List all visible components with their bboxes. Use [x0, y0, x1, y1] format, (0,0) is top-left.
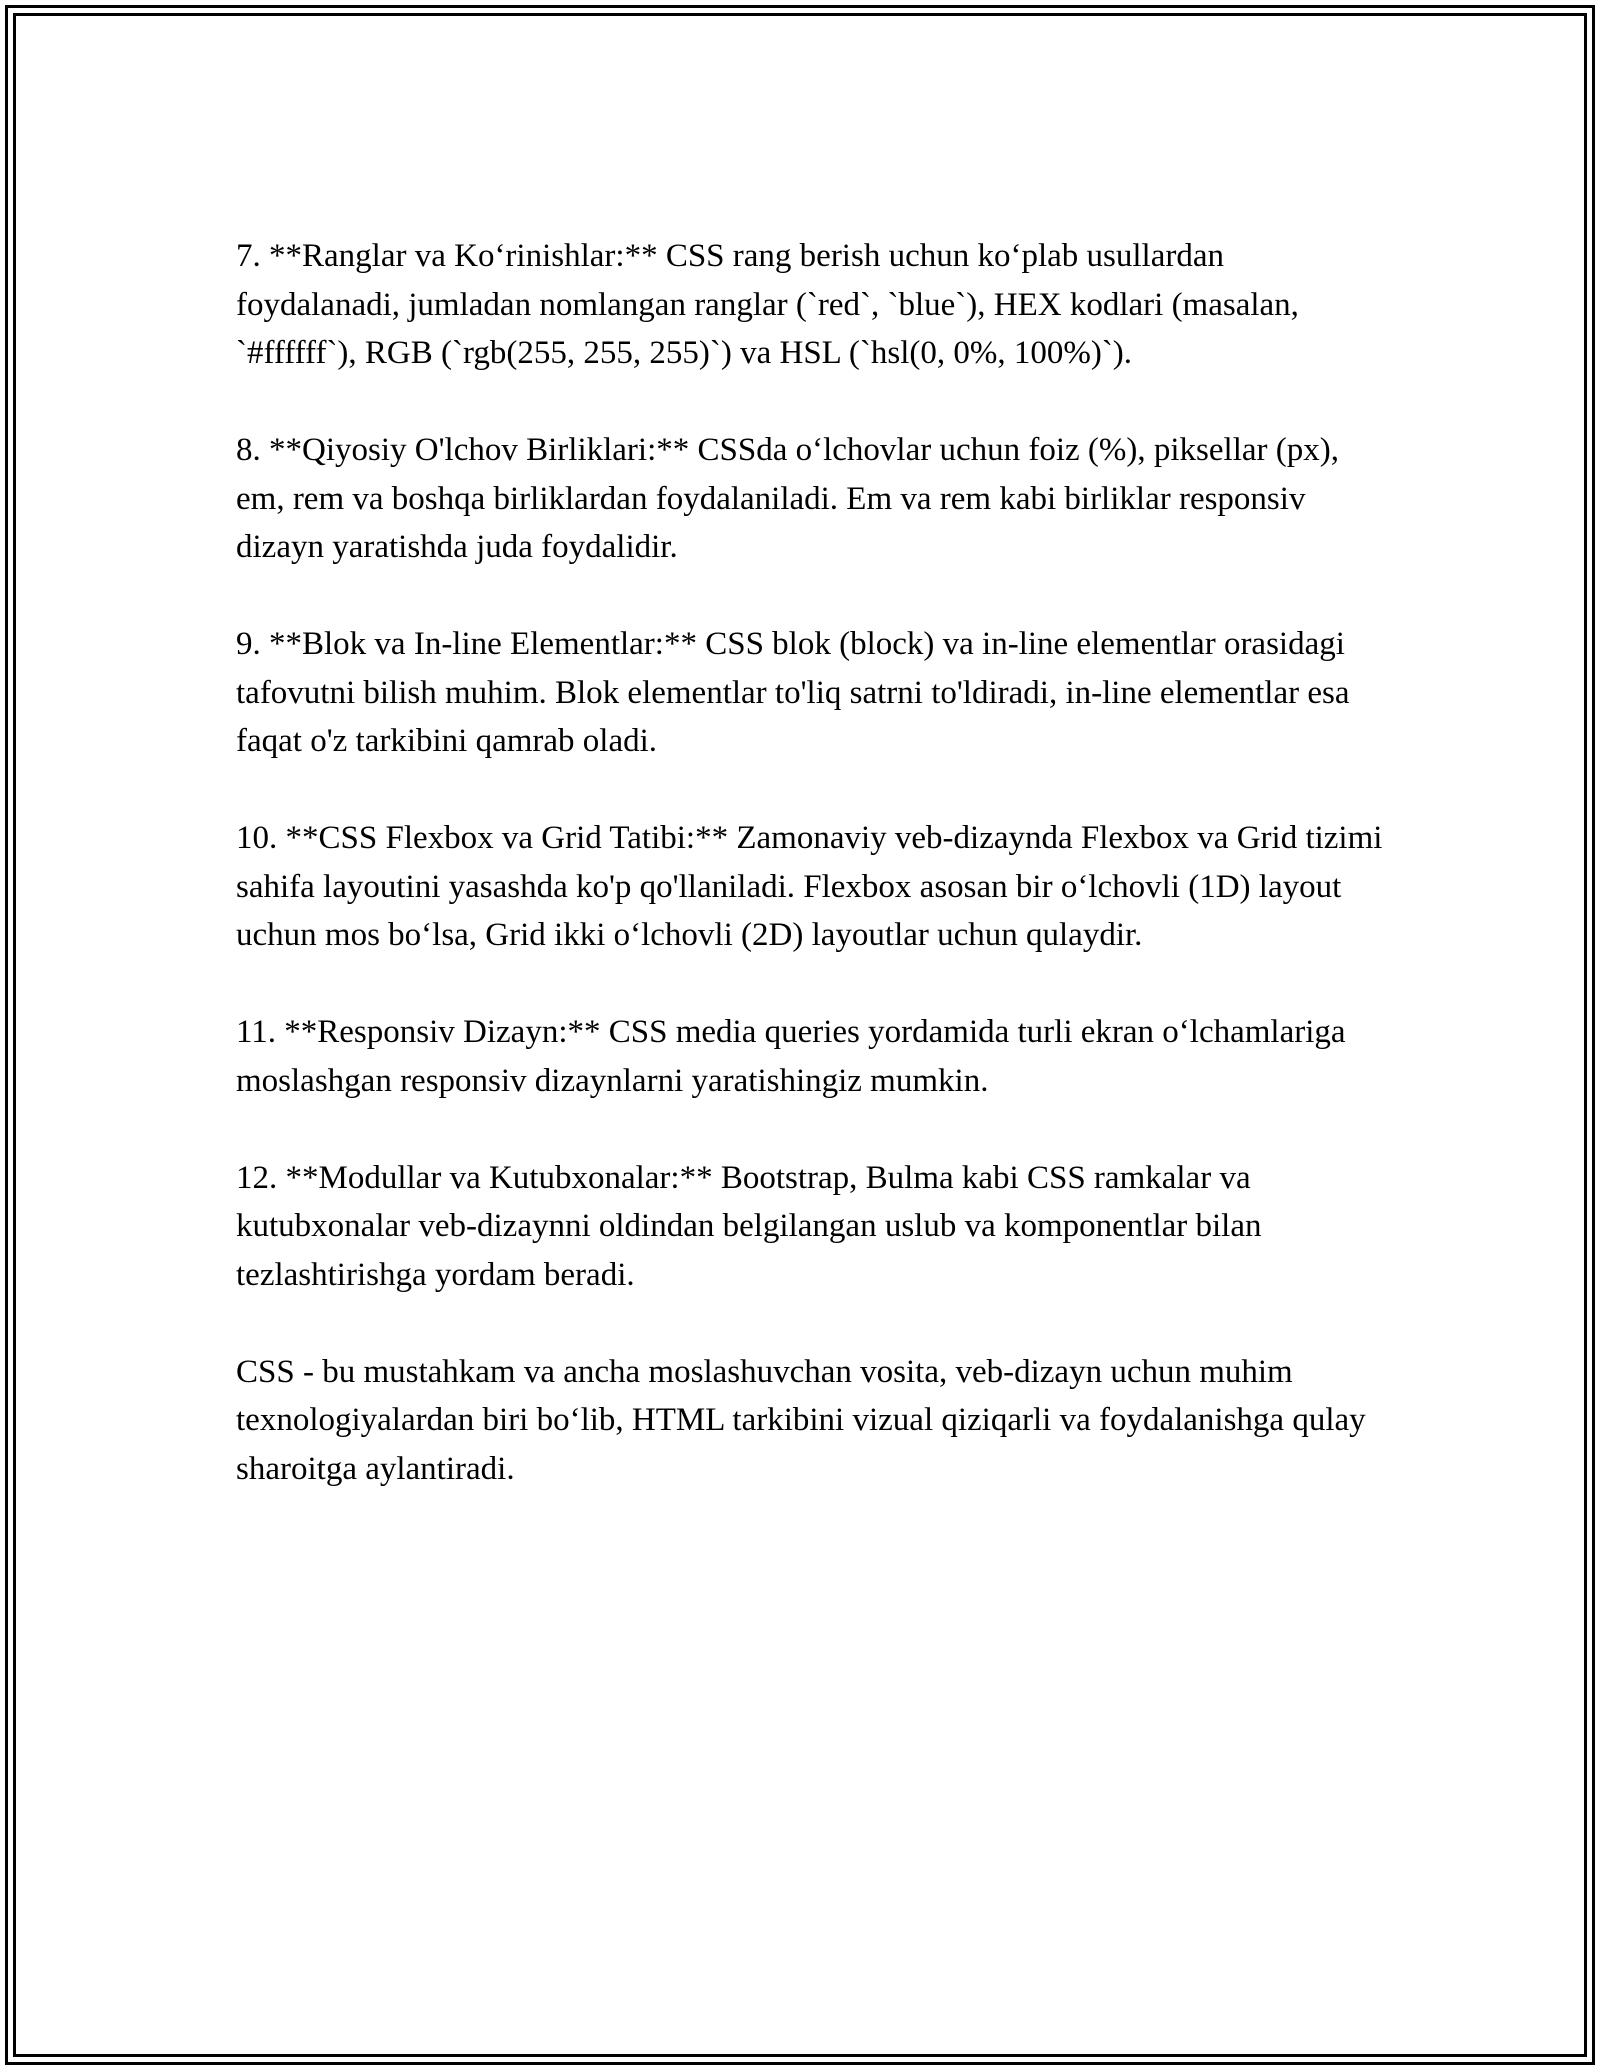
paragraph-colors: 7. **Ranglar va Koʻrinishlar:** CSS rang berish uchun koʻplab usullardan foydalanadi, jumladan nomlangan ranglar (`red`, `blue`), HEX kodlari (masalan, `#ffffff`), RGB (`rgb(255, 255, 255)`) va HSL (`hsl(0, 0%, 100%)`). — [236, 238, 1299, 371]
paragraph-block-inline: 9. **Blok va In-line Elementlar:** CSS blok (block) va in-line elementlar orasidagi tafovutni bilish muhim. Blok elementlar to'liq satrni to'ldiradi, in-line elementlar esa faqat o'z tarkibini qamrab oladi. — [236, 626, 1350, 759]
paragraph-conclusion: CSS - bu mustahkam va ancha moslashuvchan vosita, veb-dizayn uchun muhim texnologiyalardan biri boʻlib, HTML tarkibini vizual qiziqarli va foydalanishga qulay sharoitga aylantiradi. — [236, 1353, 1366, 1487]
paragraph-flexbox-grid: 10. **CSS Flexbox va Grid Tatibi:** Zamonaviy veb-dizaynda Flexbox va Grid tizimi sahifa layoutini yasashda ko'p qo'llaniladi. Flexbox asosan bir oʻlchovli (1D) layout uchun mos boʻlsa, Grid ikki oʻlchovli (2D) layoutlar uchun qulaydir. — [236, 820, 1383, 953]
document-body — [236, 232, 1386, 1493]
paragraph-frameworks: 12. **Modullar va Kutubxonalar:** Bootstrap, Bulma kabi CSS ramkalar va kutubxonalar veb-dizaynni oldindan belgilangan uslub va komponentlar bilan tezlashtirishga yordam beradi. — [236, 1159, 1262, 1293]
paragraph-units: 8. **Qiyosiy O'lchov Birliklari:** CSSda oʻlchovlar uchun foiz (%), piksellar (px), em, rem va boshqa birliklardan foydalaniladi. Em va rem kabi birliklar responsiv dizayn yaratishda juda foydalidir. — [236, 432, 1340, 565]
paragraph-responsive: 11. **Responsiv Dizayn:** CSS media queries yordamida turli ekran oʻlchamlariga moslashgan responsiv dizaynlarni yaratishingiz mumkin. — [236, 1014, 1346, 1099]
